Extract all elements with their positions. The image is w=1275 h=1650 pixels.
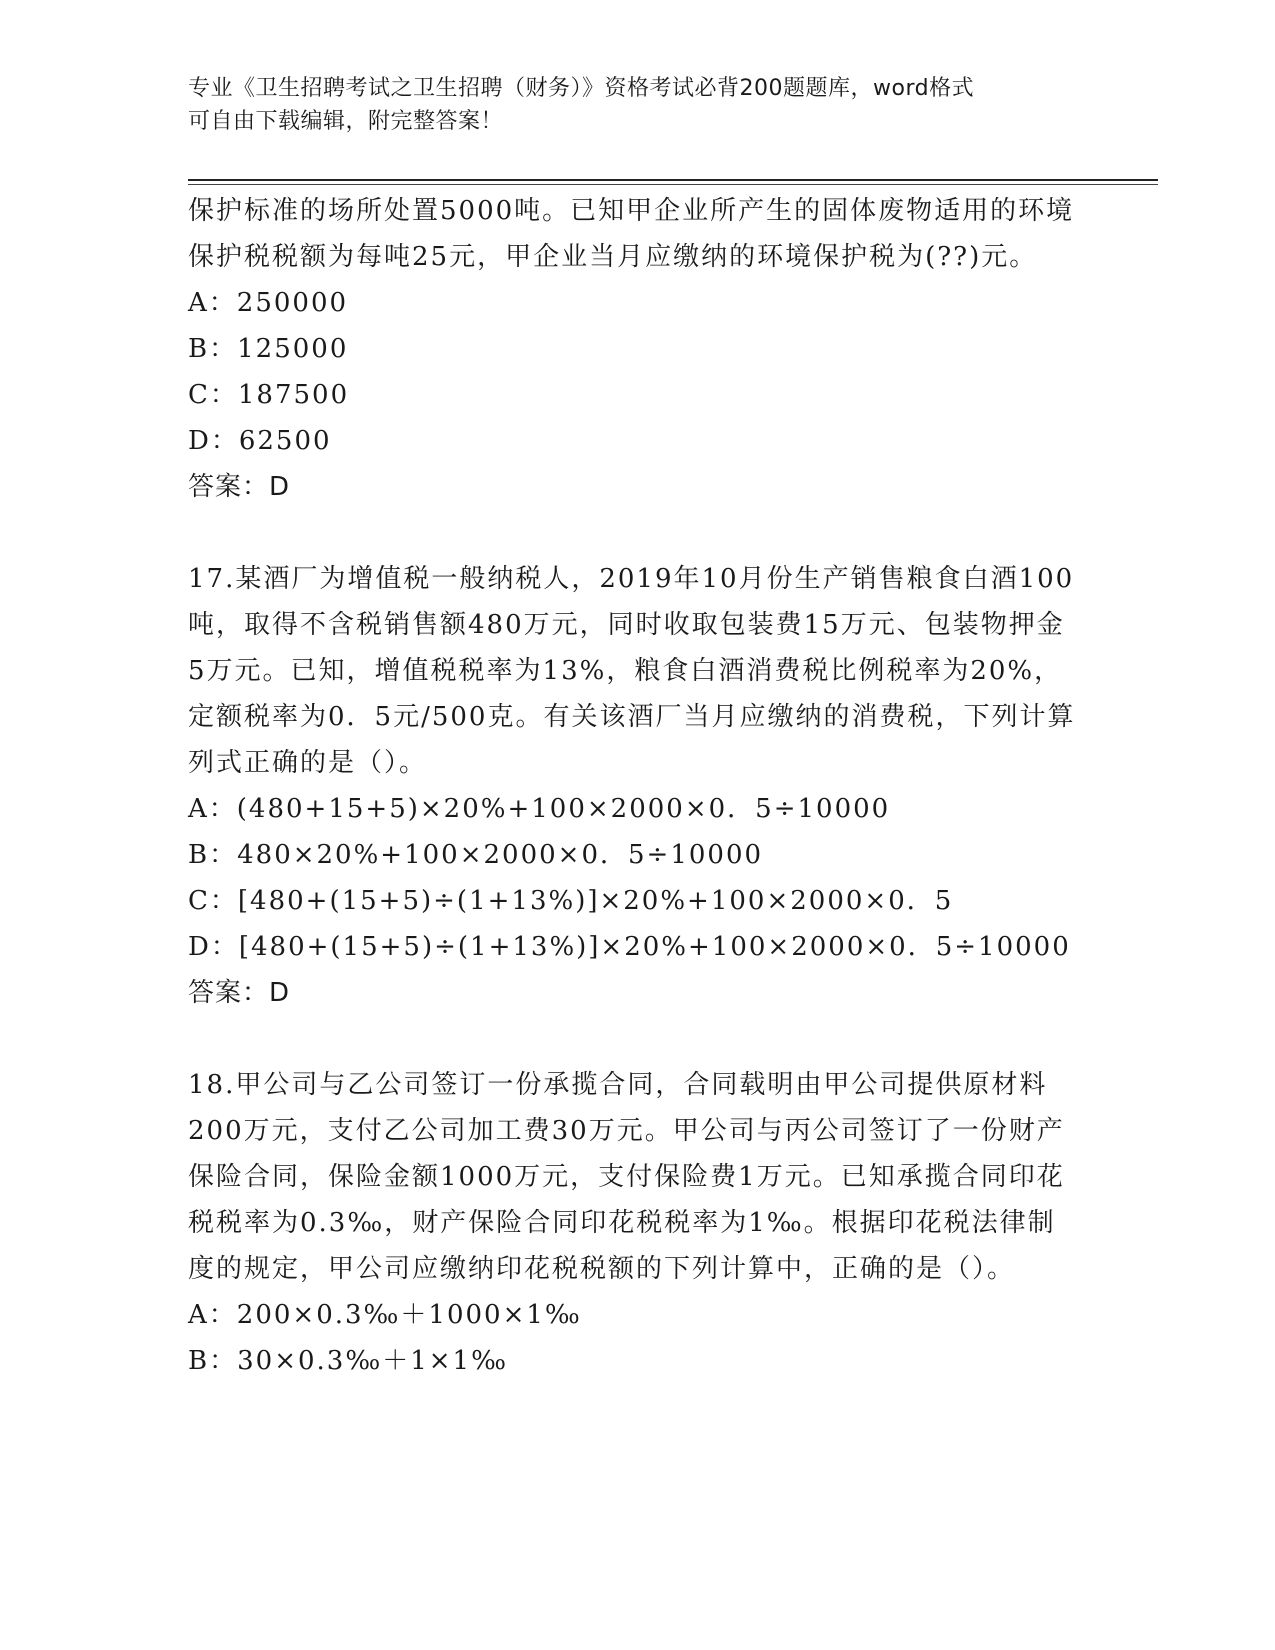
option-b: B：30×0.3‰＋1×1‰ [188,1346,508,1376]
answer-line: 答案：D [188,472,291,502]
header-line-2: 可自由下载编辑，附完整答案！ [188,109,504,134]
header-divider-thin [188,184,1158,185]
header-divider-thick [188,179,1158,181]
answer-line: 答案：D [188,978,291,1008]
option-b: B：480×20%+100×2000×0．5÷10000 [188,840,764,870]
question-stem: 18.甲公司与乙公司签订一份承揽合同，合同载明由甲公司提供原材料200万元，支付乙公司加工费30万元。甲公司与丙公司签订了一份财产保险合同，保险金额1000万元，支付保险费1万元。已知承揽合同印花税税率为0.3‰，财产保险合同印花税税率为1‰。根据印花税法律制度的规定，甲公司应缴纳印花税税额的下列计算中，正确的是（）。 [188,1070,1065,1284]
option-d: D：[480+(15+5)÷(1+13%)]×20%+100×2000×0．5÷10000 [188,932,1071,962]
option-a: A：250000 [188,288,349,318]
question-stem: 17.某酒厂为增值税一般纳税人，2019年10月份生产销售粮食白酒100吨，取得不含税销售额480万元，同时收取包装费15万元、包装物押金5万元。已知，增值税税率为13%，粮食白酒消费税比例税率为20%，定额税率为0．5元/500克。有关该酒厂当月应缴纳的消费税，下列计算列式正确的是（）。 [188,564,1076,778]
document-header [188,72,1088,138]
option-c: C：[480+(15+5)÷(1+13%)]×20%+100×2000×0．5 [188,886,954,916]
spacer [188,1016,1078,1062]
option-b: B：125000 [188,334,349,364]
question-16 [188,188,1078,510]
option-a: A：200×0.3‰＋1000×1‰ [188,1300,582,1330]
option-a: A：(480+15+5)×20%+100×2000×0．5÷10000 [188,794,891,824]
question-17 [188,556,1078,1016]
option-d: D：62500 [188,426,332,456]
document-body [188,188,1078,1384]
spacer [188,510,1078,556]
question-18 [188,1062,1078,1384]
header-line-1: 专业《卫生招聘考试之卫生招聘（财务）》资格考试必背200题题库，word格式 [188,76,975,101]
question-stem: 保护标准的场所处置5000吨。已知甲企业所产生的固体废物适用的环境保护税税额为每吨25元，甲企业当月应缴纳的环境保护税为(??)元。 [188,196,1075,272]
option-c: C：187500 [188,380,350,410]
